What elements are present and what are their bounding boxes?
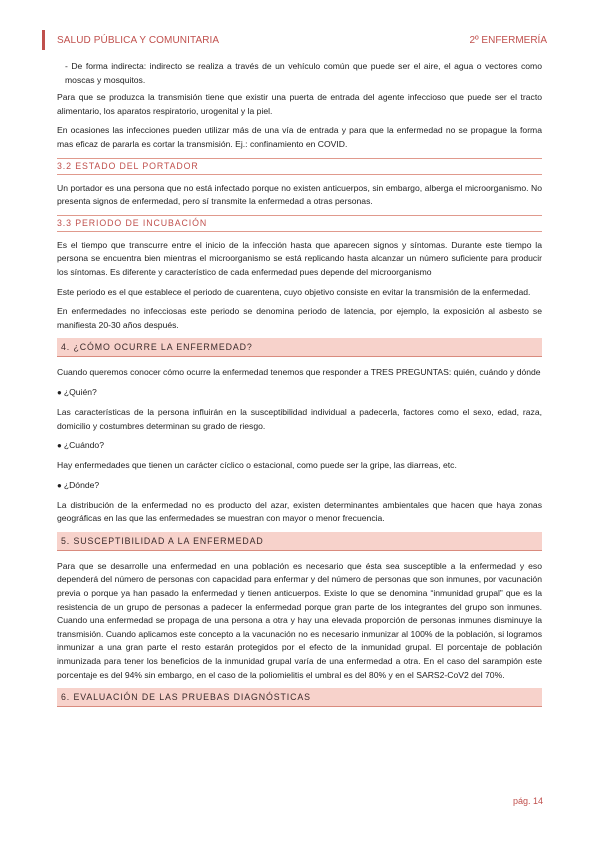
section-heading-4: 4. ¿CÓMO OCURRE LA ENFERMEDAD? <box>57 338 542 357</box>
document-body <box>57 60 542 716</box>
bullet-label: ¿Dónde? <box>63 479 100 490</box>
paragraph: Un portador es una persona que no está infectado porque no existen anticuerpos, sin embargo, alberga el microorganismo. No presenta signos de enfermedad, pero sí transmite la enfermedad a otras personas. <box>57 182 542 207</box>
paragraph: Para que se produzca la transmisión tiene que existir una puerta de entrada del agente infeccioso que puede ser el tracto alimentario, los aparatos respiratorio, urogenital y la piel. <box>57 92 542 116</box>
page-number: pág. 14 <box>512 796 543 806</box>
paragraph: Hay enfermedades que tienen un carácter cíclico o estacional, como puede ser la gripe, las diarreas, etc. <box>57 460 457 471</box>
bullet-item <box>57 386 542 399</box>
header-course-level: 2º ENFERMERÍA <box>469 35 547 46</box>
bullet-icon: ● <box>57 441 62 451</box>
bullet-icon: ● <box>57 387 62 397</box>
section-heading-3-2: 3.2 ESTADO DEL PORTADOR <box>57 158 542 175</box>
paragraph: Este periodo es el que establece el periodo de cuarentena, cuyo objetivo consiste en evitar la transmisión de la enfermedad. <box>57 286 531 297</box>
paragraph: Cuando queremos conocer cómo ocurre la enfermedad tenemos que responder a TRES PREGUNTAS: quién, cuándo y dónde <box>57 367 541 378</box>
paragraph: La distribución de la enfermedad no es producto del azar, existen determinantes ambientales que hacen que haya zonas geográficas en las que las enfermedades se muestran con mayor o menor frecuencia. <box>57 499 542 524</box>
paragraph: Es el tiempo que transcurre entre el inicio de la infección hasta que aparecen signos y síntomas. Durante este tiempo la persona se encuentra bien mientras el microorganismo se está replicando hasta alcanzar un número suficiente para producir los síntomas. Es diferente y característico de cada enfermedad pues depende del microorganismo <box>57 239 542 277</box>
bullet-label: ¿Cuándo? <box>63 440 104 451</box>
dash-list-item: - De forma indirecta: indirecto se realiza a través de un vehículo común que puede ser el aire, el agua o vectores como moscas y mosquitos. <box>65 61 542 85</box>
paragraph: Las características de la persona influirán en la susceptibilidad individual a padecerla, factores como el sexo, edad, raza, domicilio y costumbres determinan su grado de riesgo. <box>57 406 542 431</box>
paragraph: Para que se desarrolle una enfermedad en una población es necesario que ésta sea susceptible a la enfermedad y eso dependerá del número de personas con capacidad para enfermar y del número de personas que son inmunes, por vacunación previa o porque ya han pasado la enfermedad y tienen anticuerpos. Existe lo que se denomina “inmunidad grupal” que es la resistencia de un grupo de personas a padecer la enfermedad porque gran parte de los integrantes del grupo son inmunes. Cuando una enfermedad se propaga de una persona a otra y hay una elevada proporción de personas inmunes disminuye la transmisión. Cuando aplicamos este concepto a la vacunación no es necesario inmunizar al 100% de la población, si logramos inmunizar a una gran parte el resto estarán protegidos por el efecto de la inmunidad grupal. El porcentaje de población inmunizada para tener los beneficios de la inmunidad grupal varía de una enfermedad a otra. En el caso del sarampión este porcentaje es del 94% sin embargo, en el caso de la poliomielitis el umbral es del 80% y en el SARS2-CoV2 del 70%. <box>57 560 542 680</box>
section-heading-5: 5. SUSCEPTIBILIDAD A LA ENFERMEDAD <box>57 532 542 551</box>
section-heading-6: 6. EVALUACIÓN DE LAS PRUEBAS DIAGNÓSTICAS <box>57 688 542 707</box>
bullet-item <box>57 439 542 452</box>
page-header <box>42 30 547 50</box>
section-heading-3-3: 3.3 PERIODO DE INCUBACIÓN <box>57 215 542 232</box>
paragraph: En ocasiones las infecciones pueden utilizar más de una vía de entrada y para que la enfermedad no se propague la forma mas eficaz de pararla es cortar la transmisión. Ej.: confinamiento en COVID. <box>57 125 542 149</box>
bullet-icon: ● <box>57 480 62 490</box>
header-course-title: SALUD PÚBLICA Y COMUNITARIA <box>57 35 220 46</box>
bullet-label: ¿Quién? <box>63 386 97 397</box>
paragraph: En enfermedades no infecciosas este periodo se denomina periodo de latencia, por ejemplo, la exposición al asbesto se manifiesta 20-30 años después. <box>57 306 542 330</box>
bullet-item <box>57 479 542 492</box>
